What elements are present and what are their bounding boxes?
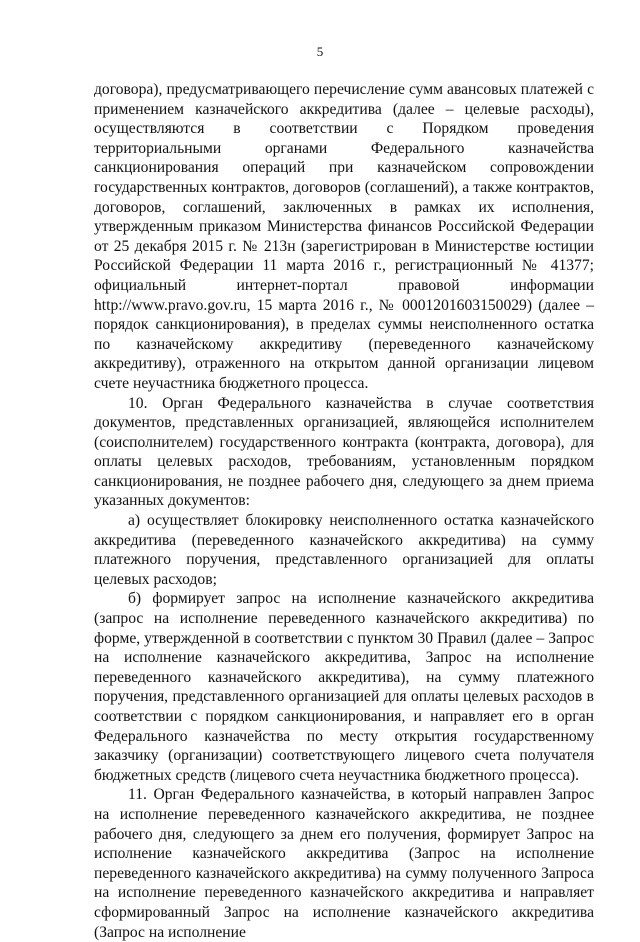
paragraph-item-11: 11. Орган Федерального казначейства, в который направлен Запрос на исполнение переведенного казначейского аккредитива, не позднее рабочего дня, следующего за днем его получения, формирует Запрос на исполнение казначейского аккредитива (Запрос на исполнение переведенного казначейского аккредитива) на сумму полученного Запроса на исполнение переведенного казначейского аккредитива и направляет сформированный Запрос на исполнение казначейского аккредитива (Запрос на исполнение (94, 786, 594, 941)
page-number: 5 (316, 44, 324, 59)
paragraph-subitem-b: б) формирует запрос на исполнение казначейского аккредитива (запрос на исполнение переведенного казначейского аккредитива) по форме, утвержденной в соответствии с пунктом 30 Правил (далее – Запрос на исполнение казначейского аккредитива, Запрос на исполнение переведенного казначейского аккредитива), на сумму платежного поручения, представленного организацией для оплаты целевых расходов в соответствии с порядком санкционирования, и направляет его в орган Федерального казначейства по месту открытия государственному заказчику (организации) соответствующего лицевого счета получателя бюджетных средств (лицевого счета неучастника бюджетного процесса). (94, 590, 594, 784)
paragraph-continuation: договора), предусматривающего перечисление сумм авансовых платежей с применением казначейского аккредитива (далее – целевые расходы), осуществляются в соответствии с Порядком проведения территориальными органами Федерального казначейства санкционирования операций при казначейском сопровождении государственных контрактов, договоров (соглашений), а также контрактов, договоров, соглашений, заключенных в рамках их исполнения, утвержденным приказом Министерства финансов Российской Федерации от 25 декабря 2015 г. № 213н (зарегистрирован в Министерстве юстиции Российской Федерации 11 марта 2016 г., регистрационный № 41377; официальный интернет-портал правовой информации http://www.pravo.gov.ru, 15 марта 2016 г., № 0001201603150029) (далее – порядок санкционирования), в пределах суммы неисполненного остатка по казначейскому аккредитиву (переведенного казначейскому аккредитиву), отраженного на открытом данной организации лицевом счете неучастника бюджетного процесса. (94, 81, 594, 392)
paragraph-item-10: 10. Орган Федерального казначейства в случае соответствия документов, представленных организацией, являющейся исполнителем (соисполнителем) государственного контракта (контракта, договора), для оплаты целевых расходов, требованиям, установленным порядком санкционирования, не позднее рабочего дня, следующего за днем приема указанных документов: (94, 394, 594, 510)
paragraph-subitem-a: а) осуществляет блокировку неисполненного остатка казначейского аккредитива (переведенного казначейского аккредитива) на сумму платежного поручения, представленного организацией для оплаты целевых расходов; (94, 512, 594, 588)
